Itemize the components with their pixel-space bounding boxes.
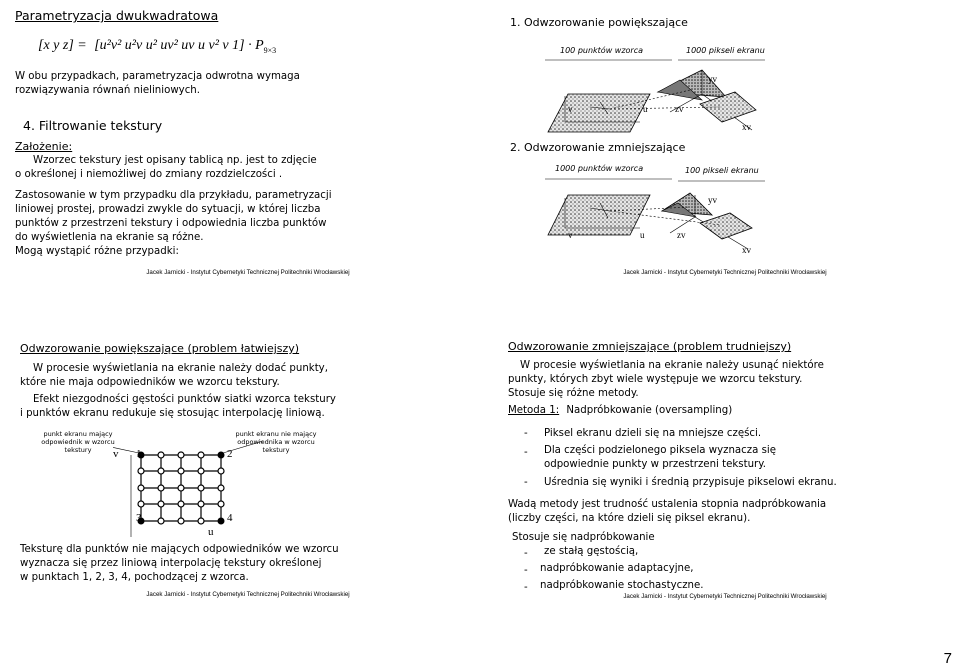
bullet-dash: - bbox=[524, 477, 528, 488]
label-point-with-match bbox=[38, 430, 118, 454]
bullet-text: nadpróbkowanie stochastyczne. bbox=[540, 580, 704, 591]
label-pattern-points: 1000 punktów wzorca bbox=[555, 164, 644, 173]
object-surface bbox=[700, 92, 756, 122]
axis-v-label: v bbox=[113, 448, 119, 460]
mapping-diagram-minify bbox=[490, 173, 960, 263]
equation bbox=[38, 38, 276, 55]
label-line: tekstury bbox=[262, 446, 290, 454]
text-line: W procesie wyświetlania na ekranie należy dodać punkty, bbox=[33, 363, 328, 374]
axis-v-label: v bbox=[568, 104, 573, 114]
equation-lhs: [x y z] = bbox=[38, 38, 87, 53]
point-3-label: 3 bbox=[136, 512, 142, 524]
axis-v-label: v bbox=[568, 230, 573, 240]
slide-top-left bbox=[13, 8, 483, 308]
axis-yv-label: yv bbox=[708, 74, 717, 84]
grid-point-2 bbox=[218, 452, 225, 459]
slide-bottom-left bbox=[13, 338, 483, 638]
slide-top-right bbox=[490, 8, 960, 308]
text-line: w punktach 1, 2, 3, 4, pochodzącej z wzorca. bbox=[20, 572, 249, 583]
section-heading: 4. Filtrowanie tekstury bbox=[23, 118, 163, 133]
label-line: odpowiednik w wzorcu bbox=[41, 438, 115, 446]
text-line: Stosuje się nadpróbkowanie bbox=[512, 532, 655, 543]
label-screen-pixels: 100 pikseli ekranu bbox=[685, 166, 759, 175]
text-line: punkty, których zbyt wiele występuje we wzorcu tekstury. bbox=[508, 374, 803, 385]
heading-minifying: 2. Odwzorowanie zmniejszające bbox=[510, 141, 686, 154]
slide-bottom-right bbox=[490, 338, 960, 638]
texture-plane bbox=[548, 195, 650, 235]
axis-u-label: u bbox=[643, 104, 648, 114]
bullet-dash: - bbox=[524, 565, 528, 576]
point-2-label: 2 bbox=[227, 448, 233, 460]
label-line: punkt ekranu nie mający bbox=[235, 430, 317, 438]
text-line: liniowej prostej, prowadzi zwykle do sytuacji, w której liczba bbox=[15, 204, 321, 215]
axis-zv-label: zv bbox=[677, 230, 686, 240]
axis-xv-label: xv bbox=[742, 122, 751, 132]
mapping-diagram-magnify bbox=[490, 52, 960, 182]
bullet-dash: - bbox=[524, 548, 528, 559]
bullet-dash: - bbox=[524, 428, 528, 439]
text-line: (liczby części, na które dzieli się piksel ekranu). bbox=[508, 513, 751, 524]
slide-footer: Jacek Jarnicki - Instytut Cybernetyki Technicznej Politechniki Wrocławskiej bbox=[146, 269, 350, 276]
method-text: Nadpróbkowanie (oversampling) bbox=[566, 405, 733, 416]
bullet-dash: - bbox=[524, 447, 528, 458]
bullet-text: odpowiednie punkty w przestrzeni tekstury. bbox=[544, 459, 767, 470]
label-line: punkt ekranu mający bbox=[43, 430, 113, 438]
axis-yv-label: yv bbox=[708, 195, 717, 205]
point-4-label: 4 bbox=[227, 512, 233, 524]
page-number: 7 bbox=[943, 650, 952, 667]
text-line: wyznacza się przez liniową interpolację tekstury określonej bbox=[20, 558, 322, 569]
point-1-label: 1 bbox=[136, 448, 142, 460]
bullet-text: Piksel ekranu dzieli się na mniejsze części. bbox=[544, 428, 762, 439]
method-label: Metoda 1: bbox=[508, 405, 560, 416]
slide-title: Odwzorowanie powiększające (problem łatwiejszy) bbox=[20, 342, 300, 355]
slide-footer: Jacek Jarnicki - Instytut Cybernetyki Technicznej Politechniki Wrocławskiej bbox=[146, 591, 350, 598]
object-surface bbox=[700, 213, 752, 239]
label-pattern-points: 100 punktów wzorca bbox=[560, 46, 644, 55]
heading-magnifying: 1. Odwzorowanie powiększające bbox=[510, 16, 688, 29]
equation-subscript: 9×3 bbox=[263, 45, 277, 55]
text-line: o określonej i niemożliwej do zmiany rozdzielczości . bbox=[15, 169, 283, 180]
text-line: W procesie wyświetlania na ekranie należy usunąć niektóre bbox=[520, 360, 824, 371]
text-line: Efekt niezgodności gęstości punktów siatki wzorca tekstury bbox=[33, 394, 336, 405]
axis-u-label: u bbox=[640, 230, 645, 240]
bullet-text: nadpróbkowanie adaptacyjne, bbox=[540, 563, 694, 574]
equation-rhs: [u²v² u²v u² uv² uv u v² v 1] bbox=[94, 38, 245, 53]
axis-u-label: u bbox=[208, 526, 214, 538]
bullet-text: ze stałą gęstością, bbox=[544, 546, 639, 557]
label-screen-pixels: 1000 pikseli ekranu bbox=[686, 46, 765, 55]
text-line: W obu przypadkach, parametryzacja odwrotna wymaga bbox=[15, 71, 300, 82]
text-line: Wzorzec tekstury jest opisany tablicą np. jest to zdjęcie bbox=[33, 155, 317, 166]
text-line: Wadą metody jest trudność ustalenia stopnia nadpróbkowania bbox=[508, 499, 827, 510]
label-line: tekstury bbox=[64, 446, 92, 454]
text-line: rozwiązywania równań nieliniowych. bbox=[15, 85, 200, 96]
axis-xv-label: xv bbox=[742, 245, 751, 255]
equation-p: · P bbox=[248, 38, 264, 53]
method-line bbox=[508, 404, 732, 418]
slide-footer: Jacek Jarnicki - Instytut Cybernetyki Technicznej Politechniki Wrocławskiej bbox=[623, 269, 827, 276]
text-line: do wyświetlenia na ekranie są różne. bbox=[15, 232, 204, 243]
slide-title: Parametryzacja dwukwadratowa bbox=[15, 8, 219, 23]
slide-footer: Jacek Jarnicki - Instytut Cybernetyki Technicznej Politechniki Wrocławskiej bbox=[623, 593, 827, 600]
axis-zv-label: zv bbox=[675, 104, 684, 114]
text-line: Mogą wystąpić różne przypadki: bbox=[15, 246, 179, 257]
assumption-label: Założenie: bbox=[15, 140, 73, 153]
text-line: które nie maja odpowiedników we wzorcu tekstury. bbox=[20, 377, 280, 388]
bullet-text: Uśrednia się wyniki i średnią przypisuje pikselowi ekranu. bbox=[544, 477, 837, 488]
text-line: i punktów ekranu redukuje się stosując interpolację liniową. bbox=[20, 408, 325, 419]
slide-title: Odwzorowanie zmniejszające (problem trudniejszy) bbox=[508, 340, 792, 353]
text-line: Teksturę dla punktów nie mających odpowiedników we wzorcu bbox=[20, 544, 339, 555]
text-line: punktów z przestrzeni tekstury i odpowiednia liczba punktów bbox=[15, 218, 327, 229]
text-line: Stosuje się różne metody. bbox=[508, 388, 639, 399]
text-line: Zastosowanie w tym przypadku dla przykładu, parametryzacji bbox=[15, 190, 332, 201]
bullet-text: Dla części podzielonego piksela wyznacza się bbox=[544, 445, 777, 456]
grid-point-4 bbox=[218, 518, 225, 525]
label-line: odpowiednika w wzorcu bbox=[237, 438, 315, 446]
texture-plane bbox=[548, 94, 650, 132]
bullet-dash: - bbox=[524, 582, 528, 593]
